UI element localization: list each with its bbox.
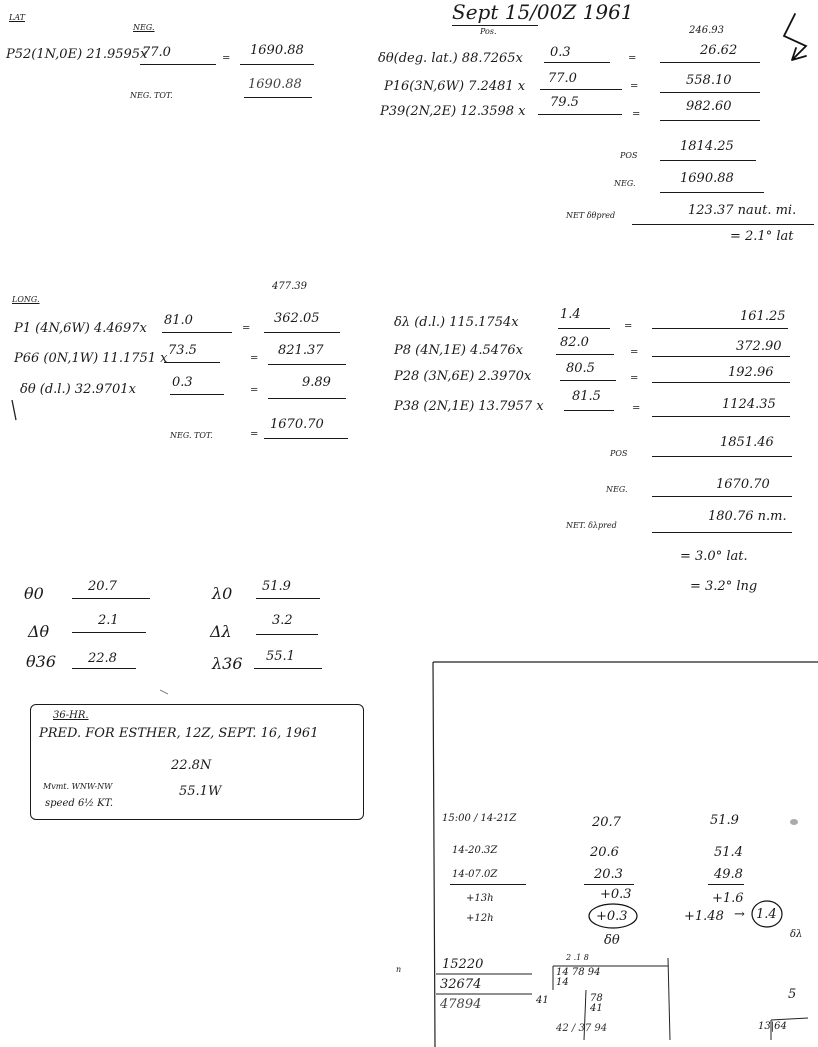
dlambda-value: 3.2 [272,613,293,628]
long-pos-result-4: 1124.35 [722,397,776,412]
ws-div-bottom: 42 / 37 94 [556,1023,608,1034]
forecast-line2: PRED. FOR ESTHER, 12Z, SEPT. 16, 1961 [39,726,319,741]
date-title: Sept 15/00Z 1961 [452,0,634,24]
dtheta-label: Δθ [28,622,50,641]
theta0-label: θ0 [24,584,44,603]
lat-neg-label: P52(1N,0E) 21.9595x [6,47,148,62]
lat-pos-factor-3: 79.5 [550,95,579,110]
long-net-lng: = 3.2° lng [690,579,758,594]
ws-sum-total: 47894 [440,997,482,1012]
long-pos-label: POS [610,449,628,458]
ws-sum-mid: 32674 [440,977,482,992]
lat-pos-result-3: 982.60 [686,99,732,114]
ws-r4-b: +1.6 [712,891,744,906]
long-net-value: 180.76 n.m. [708,509,787,524]
ws-r3-label: 14-07.0Z [452,869,498,880]
long-pos-result-2: 372.90 [736,339,782,354]
forecast-box [30,704,364,820]
long-net-label: NET. δλpred [566,521,617,530]
lat-neg-label-2: NEG. [614,179,636,188]
theta36-label: θ36 [26,652,56,671]
forecast-line1: 36-HR. [53,710,89,721]
ws-stray-mark: n [396,965,402,974]
lat-neg-total-label: NEG. TOT. [130,91,173,100]
long-neg-factor-1: 81.0 [164,313,193,328]
forecast-lon: 55.1W [179,784,222,799]
long-pos-label-2: P8 (4N,1E) 4.5476x [394,343,523,358]
lat-net-deg: = 2.1° lat [730,229,794,244]
neg-heading: NEG. [133,23,155,32]
ws-r5-label: +12h [466,913,494,924]
pos-heading: Pos. [480,27,497,36]
lat-neg-result: 1690.88 [250,43,304,58]
long-neg-result-1: 362.05 [274,311,320,326]
lambda0-label: λ0 [212,584,233,603]
long-pos-total: 1851.46 [720,435,774,450]
ws-r5-b: +1.48 [684,909,724,924]
long-pos-label-4: P38 (2N,1E) 13.7957 x [394,399,544,414]
lambda36-value: 55.1 [266,649,295,664]
long-pos-label-3: P28 (3N,6E) 2.3970x [394,369,532,384]
ws-corner-div: 13|64 [758,1021,787,1032]
dtheta-value: 2.1 [98,613,119,628]
forecast-lat: 22.8N [171,758,212,773]
long-pos-result-1: 161.25 [740,309,786,324]
lambda0-value: 51.9 [262,579,291,594]
lat-pos-label-3: P39(2N,2E) 12.3598 x [380,104,526,119]
lat-pos-label: POS [620,151,638,160]
long-neg-label-2: P66 (0N,1W) 11.1751 x [14,351,168,366]
ws-r4-a: +0.3 [600,887,632,902]
ws-r5-arrow: → [734,907,745,922]
long-pos-label-1: δλ (d.l.) 115.1754x [394,315,519,330]
arrow-icon [784,14,806,60]
long-neg-factor-3: 0.3 [172,375,193,390]
forecast-movement: Mvmt. WNW-NW [43,782,113,791]
ws-r1-a: 20.7 [592,815,621,830]
ws-r5-a: +0.3 [596,909,628,924]
ws-div-step1: 14 [556,977,569,988]
lat-neg-factor: 77.0 [142,45,171,60]
long-neg-result-3: 9.89 [302,375,331,390]
long-neg-factor-2: 73.5 [168,343,197,358]
lat-pos-total: 1814.25 [680,139,734,154]
ws-div-dividend: 14 78 94 [556,967,601,978]
ws-corner-num: 5 [788,987,797,1002]
theta0-value: 20.7 [88,579,117,594]
ws-r2-b: 51.4 [714,845,743,860]
long-neg-value-2: 1670.70 [716,477,770,492]
lat-net-label: NET δθpred [566,211,616,220]
ws-dlambda-label: δλ [790,929,803,940]
dlambda-label: Δλ [210,622,232,641]
long-pos-factor-1: 1.4 [560,307,581,322]
lat-pos-label-2: P16(3N,6W) 7.2481 x [384,79,526,94]
stray-mark [12,400,16,420]
lat-pos-factor-2: 77.0 [548,71,577,86]
ws-r3-b: 49.8 [714,867,743,882]
ws-dtheta-label: δθ [604,933,620,948]
long-neg-label-1: P1 (4N,6W) 4.4697x [14,321,147,336]
ws-r2-label: 14-20.3Z [452,845,498,856]
ws-r3-a: 20.3 [594,867,623,882]
ws-r1-label: 15:00 / 14-21Z [442,813,517,824]
long-net-lat: = 3.0° lat. [680,549,748,564]
forecast-speed: speed 6½ KT. [45,798,114,809]
stray-mark [160,690,168,694]
ws-div-quot: 2 .1 8 [566,953,589,962]
long-pos-factor-2: 82.0 [560,335,589,350]
theta36-value: 22.8 [88,651,117,666]
long-neg-total-label: NEG. TOT. [170,431,213,440]
long-neg-label-3: δθ (d.l.) 32.9701x [20,382,136,397]
document-page: LAT NEG. Sept 15/00Z 1961 Pos. P52(1N,0E) 21.9595x 77.0 = 1690.88 NEG. TOT. 1690.88 246.93 δθ(deg. lat.) 88.7265x 0.3 = 26.62 P16(3N,6W) 7.2481 x 77.0 = 558.10 P39(2N,2E) 12.3598 x 79.5 = 982.60 POS 1814.25 NEG. 1690.88 NET δθpred 123.37 naut. mi. = 2.1° lat 477.39 LONG. P1 (4N,6W) 4.4697x 81.0 = 362.05 P66 (0N,1W) 11.1751 x 73.5 = 821.37 δθ (d.l.) 32.9701x 0.3 = 9.89 NEG. TOT. = 1670.70 δλ (d.l.) 115.1754x 1.4 = 161.25 P8 (4N,1E) 4.5476x 82.0 = 372.90 P28 (3N,6E) 2.3970x 80.5 = 192.96 P38 (2N,1E) 13.7957 x 81.5 = 1124.35 POS 1851.46 NEG. 1670.70 NET. δλpred 180.76 n.m. = 3.0° lat. = 3.2° lng θ0 20.7 Δθ 2.1 θ36 22.8 λ0 51.9 Δλ 3.2 λ36 55.1 36-HR. PRED. FOR ESTHER, 12Z, SEPT. 16, 1961 22.8N 55.1W Mvmt. WNW-NW speed 6½ KT. 15:00 / 14-21Z 20.7 51.9 14-20.3Z 20.6 51.4 14-07.0Z 20.3 49.8 +13h +0.3 +1.6 +12h +0.3 +1.48 → 1.4 δθ δλ n 15220 32674 47894 2 .1 8 14 78 94 14 41 78 41 42 / 37 94 5 13|64 [0,0,818,1047]
long-neg-label-2: NEG. [606,485,628,494]
lat-heading: LAT [9,13,25,22]
lat-pos-top: 246.93 [689,25,724,36]
ws-r4-label: +13h [466,893,494,904]
lat-pos-result-1: 26.62 [700,43,738,58]
ws-r2-a: 20.6 [590,845,619,860]
ws-div-step2: 78 [590,993,603,1004]
long-top-sum: 477.39 [272,281,307,292]
long-neg-result-2: 821.37 [278,343,324,358]
long-pos-factor-4: 81.5 [572,389,601,404]
lat-pos-factor-1: 0.3 [550,45,571,60]
ws-r5-circle: 1.4 [756,907,777,922]
lambda36-label: λ36 [212,654,243,673]
ws-div-divisor: 41 [536,995,549,1006]
lat-pos-label-1: δθ(deg. lat.) 88.7265x [378,51,523,66]
long-heading: LONG. [12,295,40,304]
ws-sum-top: 15220 [442,957,484,972]
ws-div-step3: 41 [590,1003,603,1014]
long-pos-result-3: 192.96 [728,365,774,380]
lat-neg-value-2: 1690.88 [680,171,734,186]
lat-pos-result-2: 558.10 [686,73,732,88]
ws-r1-b: 51.9 [710,813,739,828]
lat-neg-total: 1690.88 [248,77,302,92]
long-pos-factor-3: 80.5 [566,361,595,376]
long-neg-total: 1670.70 [270,417,324,432]
lat-net-value: 123.37 naut. mi. [688,203,797,218]
